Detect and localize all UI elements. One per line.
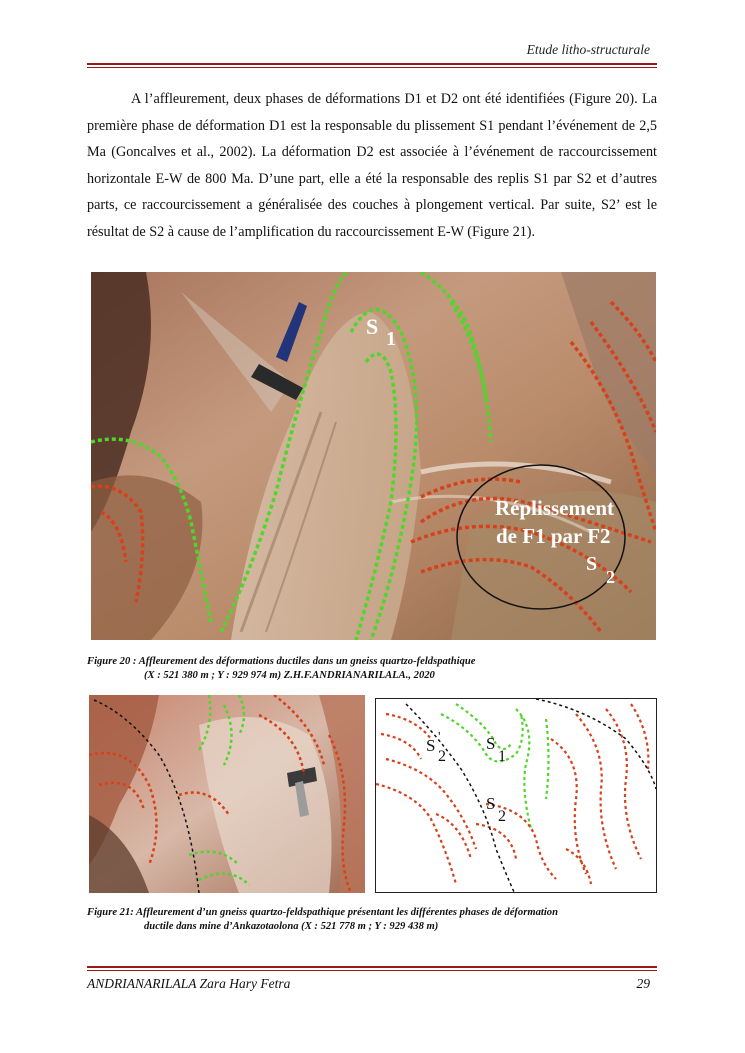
body-text: A l’affleurement, deux phases de déformations D1 et D2 ont été identifiées (Figure 20). La première phase de déformation D1 est la responsable du plissement S1 pendant l’événement de 2,5 Ma (Goncalves et al., 2002). La déformation D2 est associée à l’événement de raccourcissement horizontale E-W de 800 Ma. D’une part, elle a été la responsable des replis S1 par S2 et d’autres parts, ce raccourcissement a généralisée des couches à plongement vertical. Par suite, S2’ est le résultat de S2 à cause de l’amplification du raccourcissement E-W (Figure 21). <box>87 91 657 240</box>
label-s1-1: 1 <box>386 328 396 350</box>
label-s2prime-2: 2 <box>438 748 446 765</box>
label-s2-s: S <box>586 553 598 575</box>
footer-rule-thick <box>87 966 657 968</box>
figure-21-caption <box>87 906 667 934</box>
page-number: 29 <box>636 976 650 991</box>
figure-21-photo <box>89 695 365 893</box>
figure-21-sketch <box>375 698 657 893</box>
running-head-title: Etude litho-structurale <box>526 42 650 57</box>
figure-20-caption-line1: Figure 20 : Affleurement des déformations ductiles dans un gneiss quartzo-feldspathique <box>87 656 476 667</box>
footer-author: ANDRIANARILALA Zara Hary Fetra <box>87 976 291 991</box>
body-paragraph <box>87 86 657 246</box>
label-s2-2: 2 <box>498 808 506 825</box>
annotation-line-2: de F1 par F2 <box>496 524 611 548</box>
annotation-line-1: Réplissement <box>495 496 614 520</box>
label-s2-s: S <box>486 794 496 813</box>
label-s1-s: S <box>486 734 496 753</box>
label-s2prime-s: S <box>426 736 436 755</box>
figure-20-photo <box>91 272 656 640</box>
label-s2-2: 2 <box>606 567 615 587</box>
footer-rule-thin <box>87 970 657 971</box>
label-s1-s: S <box>366 314 379 339</box>
figure-21-caption-line2: ductile dans mine d’Ankazotaolona (X : 521 778 m ; Y : 929 438 m) <box>144 921 439 932</box>
header-rule-thick <box>87 63 657 65</box>
label-s2prime-prime: ' <box>438 730 441 745</box>
figure-20-caption <box>87 655 667 683</box>
figure-21-caption-line1: Figure 21: Affleurement d’un gneiss quartzo-feldspathique présentant les différentes phases de déformation <box>87 907 558 918</box>
figure-20-caption-line2: (X : 521 380 m ; Y : 929 974 m) Z.H.F.ANDRIANARILALA., 2020 <box>144 670 435 681</box>
label-s1-1: 1 <box>498 748 506 765</box>
header-rule-thin <box>87 67 657 68</box>
